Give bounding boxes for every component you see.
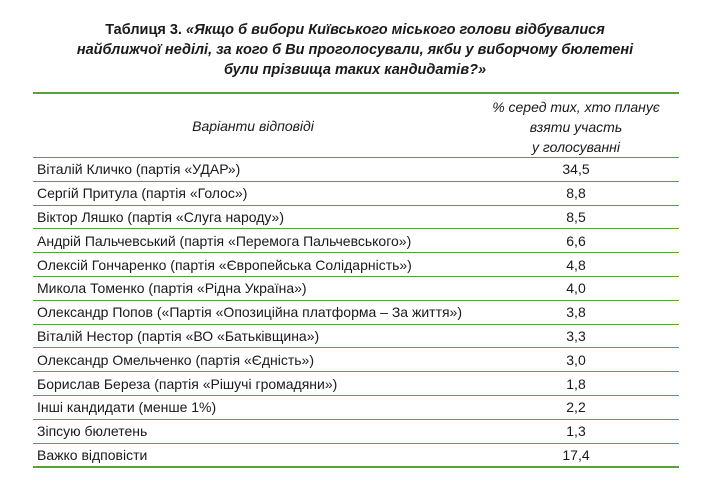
row-value: 3,8 — [473, 300, 679, 324]
row-label: Віктор Ляшко (партія «Слуга народу») — [33, 205, 473, 229]
row-label: Сергій Притула (партія «Голос») — [33, 181, 473, 205]
row-value: 1,8 — [473, 372, 679, 396]
row-value: 3,3 — [473, 324, 679, 348]
row-value: 2,2 — [473, 395, 679, 419]
row-value: 8,8 — [473, 181, 679, 205]
header-percent-line-1: % серед тих, хто планує — [492, 98, 660, 115]
header-percent-line-2: взяти участь — [529, 118, 623, 135]
row-label: Олександр Омельченко (партія «Єдність») — [33, 348, 473, 372]
table-row — [33, 276, 679, 300]
table-row — [33, 372, 679, 396]
row-value: 6,6 — [473, 229, 679, 253]
table-row — [33, 324, 679, 348]
table-header-row — [33, 93, 679, 158]
row-label: Зіпсую бюлетень — [33, 419, 473, 443]
row-label: Микола Томенко (партія «Рідна Україна») — [33, 276, 473, 300]
results-table — [33, 92, 679, 468]
table-row — [33, 158, 679, 182]
row-value: 3,0 — [473, 348, 679, 372]
row-label: Борислав Береза (партія «Рішучі громадяни») — [33, 372, 473, 396]
row-label: Олексій Гончаренко (партія «Європейська Солідарність») — [33, 253, 473, 277]
caption-line-2: найближчої неділі, за кого б Ви проголосували, якби у виборчому бюлетені — [76, 42, 634, 58]
row-value: 4,8 — [473, 253, 679, 277]
row-label: Інші кандидати (менше 1%) — [33, 395, 473, 419]
table-row — [33, 443, 679, 467]
row-label: Віталій Нестор (партія «ВО «Батьківщина») — [33, 324, 473, 348]
row-value: 4,0 — [473, 276, 679, 300]
caption-line-3: були прізвища таких кандидатів?» — [223, 62, 487, 78]
row-value: 1,3 — [473, 419, 679, 443]
table-row — [33, 229, 679, 253]
table-caption — [40, 20, 670, 80]
row-label: Олександр Попов («Партія «Опозиційна платформа – За життя») — [33, 300, 473, 324]
row-label: Віталій Кличко (партія «УДАР») — [33, 158, 473, 182]
table-row — [33, 205, 679, 229]
table-row — [33, 300, 679, 324]
caption-table-number: Таблиця 3. — [105, 22, 186, 38]
caption-line-1 — [40, 20, 670, 40]
table-row — [33, 419, 679, 443]
header-answer-options: Варіанти відповіді — [33, 93, 473, 158]
row-value: 17,4 — [473, 443, 679, 467]
table-row — [33, 348, 679, 372]
row-label: Андрій Пальчевський (партія «Перемога Пальчевського») — [33, 229, 473, 253]
header-percent — [473, 93, 679, 158]
header-percent-line-3: у голосуванні — [532, 138, 620, 155]
table-row — [33, 395, 679, 419]
table-body — [33, 158, 679, 468]
row-value: 34,5 — [473, 158, 679, 182]
caption-question-start: «Якщо б вибори Київського міського голови відбувалися — [186, 22, 605, 38]
row-value: 8,5 — [473, 205, 679, 229]
table-row — [33, 253, 679, 277]
table-row — [33, 181, 679, 205]
row-label: Важко відповісти — [33, 443, 473, 467]
